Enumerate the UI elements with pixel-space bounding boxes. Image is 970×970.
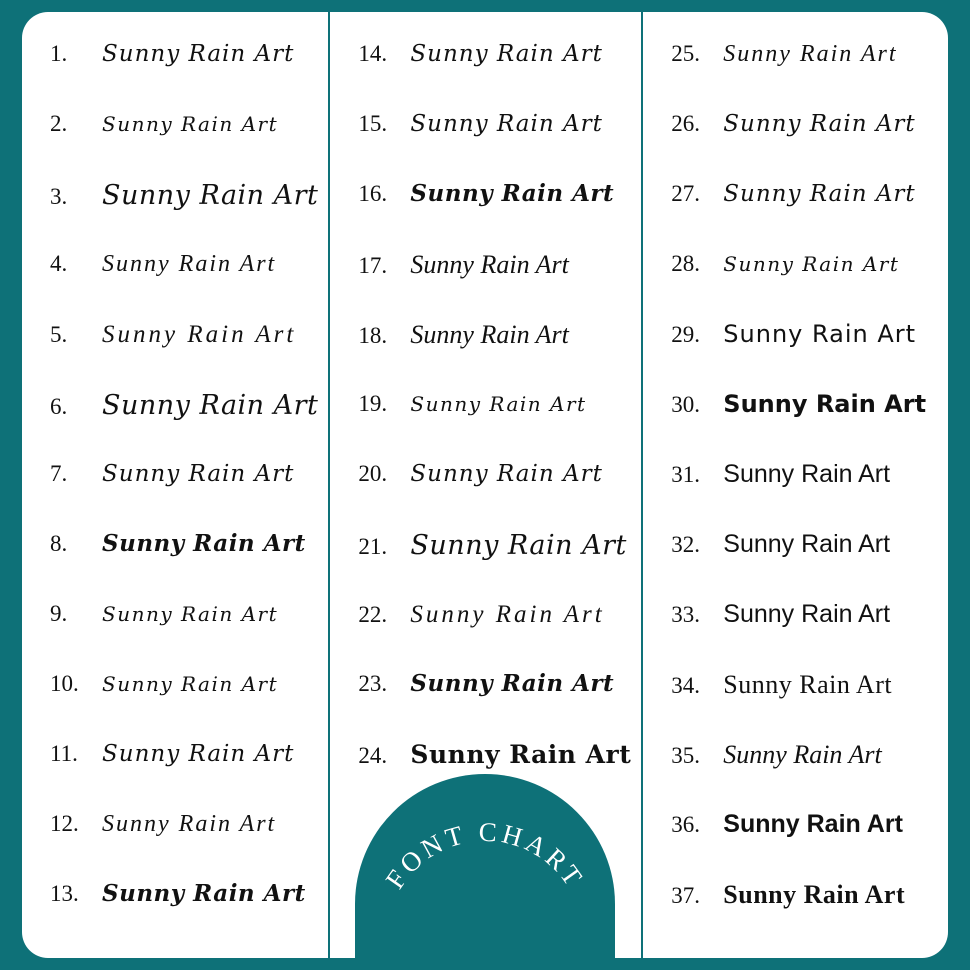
font-sample-text: Sunny Rain Art: [723, 670, 893, 699]
svg-text:FONT CHART: FONT CHART: [379, 816, 591, 895]
font-row-number: 24.: [358, 743, 388, 768]
font-row: [653, 602, 938, 672]
font-row-number: 34.: [671, 673, 701, 698]
font-row-number: 18.: [358, 323, 388, 348]
font-row-number: 29.: [671, 322, 701, 347]
font-row: [32, 42, 318, 112]
font-row-number: 3.: [50, 184, 68, 209]
font-column-3: [643, 12, 948, 958]
font-sample-text: Sunny Rain Art: [723, 880, 906, 909]
font-sample-text: Sunny Rain Art: [410, 530, 627, 561]
font-sample-text: Sunny Rain Art: [410, 111, 603, 137]
font-row-number: 10.: [50, 671, 79, 696]
font-sample-text: Sunny Rain Art: [410, 41, 603, 67]
font-column-1: [22, 12, 328, 958]
font-row-number: 28.: [671, 251, 701, 276]
font-sample-text: Sunny Rain Art: [723, 460, 891, 488]
font-row: [32, 252, 318, 322]
font-sample-text: Sunny Rain Art: [723, 810, 903, 838]
font-row: [340, 112, 631, 182]
font-row: [653, 42, 938, 112]
font-sample-text: Sunny Rain Art: [102, 880, 306, 907]
font-row: [340, 602, 631, 672]
font-row-number: 8.: [50, 531, 68, 556]
font-row: [32, 112, 318, 182]
font-row-number: 19.: [358, 391, 388, 416]
font-row: [653, 322, 938, 392]
font-sample-text: Sunny Rain Art: [410, 740, 632, 769]
font-chart-badge: [355, 774, 615, 958]
font-sample-text: Sunny Rain Art: [410, 601, 605, 628]
font-row-number: 13.: [50, 881, 79, 906]
font-row: [32, 322, 318, 392]
font-row: [653, 812, 938, 882]
font-sample-text: Sunny Rain Art: [410, 392, 587, 416]
font-row: [340, 182, 631, 252]
font-row: [653, 182, 938, 252]
font-row: [653, 532, 938, 602]
font-row: [653, 742, 938, 812]
font-row-number: 9.: [50, 601, 68, 626]
font-sample-text: Sunny Rain Art: [723, 252, 900, 276]
font-row-number: 27.: [671, 181, 701, 206]
font-sample-text: Sunny Rain Art: [102, 180, 319, 211]
font-chart-card: [22, 12, 948, 958]
font-row-number: 21.: [358, 534, 388, 559]
font-sample-text: Sunny Rain Art: [723, 600, 891, 628]
font-row-number: 17.: [358, 253, 388, 278]
font-sample-text: Sunny Rain Art: [723, 41, 898, 67]
font-sample-text: Sunny Rain Art: [102, 112, 279, 136]
font-sample-text: Sunny Rain Art: [102, 530, 306, 557]
font-sample-text: Sunny Rain Art: [102, 390, 319, 421]
font-row: [32, 602, 318, 672]
font-sample-text: Sunny Rain Art: [102, 741, 295, 767]
font-row-number: 14.: [358, 41, 388, 66]
font-row: [32, 812, 318, 882]
font-row-number: 23.: [358, 671, 388, 696]
font-sample-text: Sunny Rain Art: [102, 461, 295, 487]
font-sample-text: Sunny Rain Art: [723, 740, 882, 769]
font-sample-text: Sunny Rain Art: [410, 670, 615, 697]
font-sample-text: Sunny Rain Art: [102, 251, 277, 277]
font-row-number: 30.: [671, 392, 701, 417]
font-row: [340, 532, 631, 602]
font-sample-text: Sunny Rain Art: [102, 321, 297, 348]
font-row: [32, 182, 318, 252]
font-row-number: 7.: [50, 461, 68, 486]
font-row-number: 22.: [358, 602, 388, 627]
font-sample-text: Sunny Rain Art: [723, 390, 927, 418]
font-row-number: 16.: [358, 181, 388, 206]
font-row: [340, 392, 631, 462]
font-row: [340, 252, 631, 322]
font-row: [32, 392, 318, 462]
font-row: [32, 882, 318, 952]
font-sample-text: Sunny Rain Art: [102, 672, 279, 696]
font-sample-text: Sunny Rain Art: [410, 180, 615, 207]
font-row-number: 25.: [671, 41, 701, 66]
font-row-number: 4.: [50, 251, 68, 276]
font-row: [653, 392, 938, 462]
font-row: [32, 742, 318, 812]
font-row-number: 32.: [671, 532, 701, 557]
font-row: [32, 462, 318, 532]
font-sample-text: Sunny Rain Art: [410, 250, 569, 279]
font-row-number: 12.: [50, 811, 79, 836]
font-row: [32, 532, 318, 602]
font-row-number: 31.: [671, 462, 701, 487]
font-sample-text: Sunny Rain Art: [102, 41, 295, 67]
font-row: [653, 672, 938, 742]
font-row-number: 26.: [671, 111, 701, 136]
font-row-number: 5.: [50, 322, 68, 347]
font-row: [653, 462, 938, 532]
font-sample-text: Sunny Rain Art: [410, 320, 569, 349]
font-row-number: 20.: [358, 461, 388, 486]
font-sample-text: Sunny Rain Art: [102, 602, 279, 626]
font-row-number: 36.: [671, 812, 701, 837]
font-row: [653, 882, 938, 952]
font-row: [340, 322, 631, 392]
font-row: [340, 462, 631, 532]
font-row-number: 1.: [50, 41, 68, 66]
font-row-number: 35.: [671, 743, 701, 768]
font-sample-text: Sunny Rain Art: [723, 181, 916, 207]
font-row-number: 37.: [671, 883, 701, 908]
font-row-number: 11.: [50, 741, 78, 766]
font-row: [340, 42, 631, 112]
font-row: [340, 672, 631, 742]
font-sample-text: Sunny Rain Art: [102, 811, 277, 837]
font-sample-text: Sunny Rain Art: [723, 320, 917, 348]
font-row: [653, 252, 938, 322]
font-sample-text: Sunny Rain Art: [410, 461, 603, 487]
font-row-number: 15.: [358, 111, 388, 136]
font-row-number: 6.: [50, 394, 68, 419]
font-row-number: 33.: [671, 602, 701, 627]
font-row: [32, 672, 318, 742]
font-row: [653, 112, 938, 182]
font-row-number: 2.: [50, 111, 68, 136]
font-sample-text: Sunny Rain Art: [723, 111, 916, 137]
font-sample-text: Sunny Rain Art: [723, 530, 891, 558]
badge-label: [355, 774, 615, 958]
